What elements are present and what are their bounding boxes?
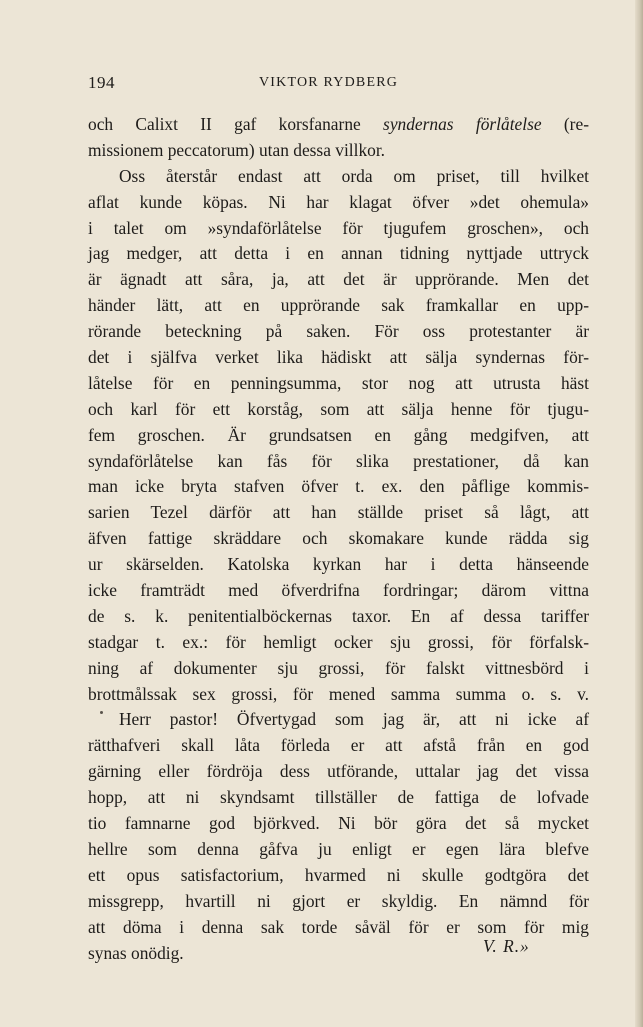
text-line: missionem peccatorum) utan dessa villkor.: [88, 139, 386, 160]
text-line: i talet om »syndaförlåtelse för tjugufem groschen», och: [88, 217, 589, 238]
text-line: jag medger, att detta i en annan tidning nyttjade uttryck: [88, 243, 589, 264]
text-line: aflat kunde köpas. Ni har klagat öfver »det ohemula»: [88, 191, 589, 212]
text-line: äfven fattige skräddare och skomakare kunde rädda sig: [88, 528, 589, 549]
text-line: hellre som denna gåfva ju enligt er egen lära blefve: [88, 838, 589, 859]
page-edge: [635, 0, 643, 1027]
text-line: ur skärselden. Katolska kyrkan har i detta hänseende: [88, 554, 589, 575]
emphasis-text: syndernas förlåtelse: [383, 114, 542, 134]
text-line: händer lätt, att en upprörande sak framkallar en upp-: [88, 295, 589, 316]
text-line: gärning eller fördröja dess utförande, uttalar jag det vissa: [88, 761, 589, 782]
text-line: att döma i denna sak torde såväl för er som för mig: [88, 916, 589, 937]
text-line: ett opus satisfactorium, hvarmed ni skulle godtgöra det: [88, 864, 589, 885]
text-line: ning af dokumenter sju grossi, för falskt vittnesbörd i: [88, 657, 589, 678]
text-line: syndaförlåtelse kan fås för slika prestationer, då kan: [88, 450, 589, 471]
text-line: tio famnarne god björkved. Ni bör göra det så mycket: [88, 813, 589, 834]
text-line: låtelse för en penningsumma, stor nog att utrusta häst: [88, 372, 589, 393]
text-line: Herr pastor! Öfvertygad som jag är, att ni icke af: [119, 709, 589, 730]
text-line: rörande beteckning på saken. För oss protestanter är: [88, 321, 589, 342]
text-line: sarien Tezel därför att han ställde priset så lågt, att: [88, 502, 589, 523]
text-line: är ägnadt att såra, ja, att det är upprörande. Men det: [88, 269, 589, 290]
body-text: [88, 112, 589, 966]
text-line: synas onödig.: [88, 942, 184, 963]
page-header: [88, 73, 588, 95]
text-line: icke framträdt med öfverdrifna fordringar; därom vittna: [88, 580, 589, 601]
page-number: 194: [88, 73, 115, 92]
text-line: och karl för ett korståg, som att sälja henne för tjugu-: [88, 398, 589, 419]
text-line: man icke bryta stafven öfver t. ex. den påflige kommis-: [88, 476, 589, 497]
running-head: VIKTOR RYDBERG: [259, 75, 399, 90]
text-line: missgrepp, hvartill ni gjort er skyldig. En nämnd för: [88, 890, 589, 911]
text-line: rätthafveri skall låta förleda er att afstå från en god: [88, 735, 589, 756]
text-line: Oss återstår endast att orda om priset, till hvilket: [119, 165, 589, 186]
text-line: och Calixt II gaf korsfanarne syndernas förlåtelse (re-: [88, 114, 589, 134]
text-line: det i själfva verket lika hädiskt att sälja syndernas för-: [88, 347, 589, 368]
text-line: hopp, att ni skyndsamt tillställer de fattiga de lofvade: [88, 787, 589, 808]
text-line: brottmålssak sex grossi, för mened samma summa o. s. v.: [88, 683, 589, 704]
text-line: fem groschen. Är grundsatsen en gång medgifven, att: [88, 424, 589, 445]
ink-speck: [100, 711, 103, 714]
text-line: stadgar t. ex.: för hemligt ocker sju grossi, för förfalsk-: [88, 631, 589, 652]
text-line: de s. k. penitentialböckernas taxor. En af dessa tariffer: [88, 605, 589, 626]
signature: V. R.»: [483, 936, 530, 956]
